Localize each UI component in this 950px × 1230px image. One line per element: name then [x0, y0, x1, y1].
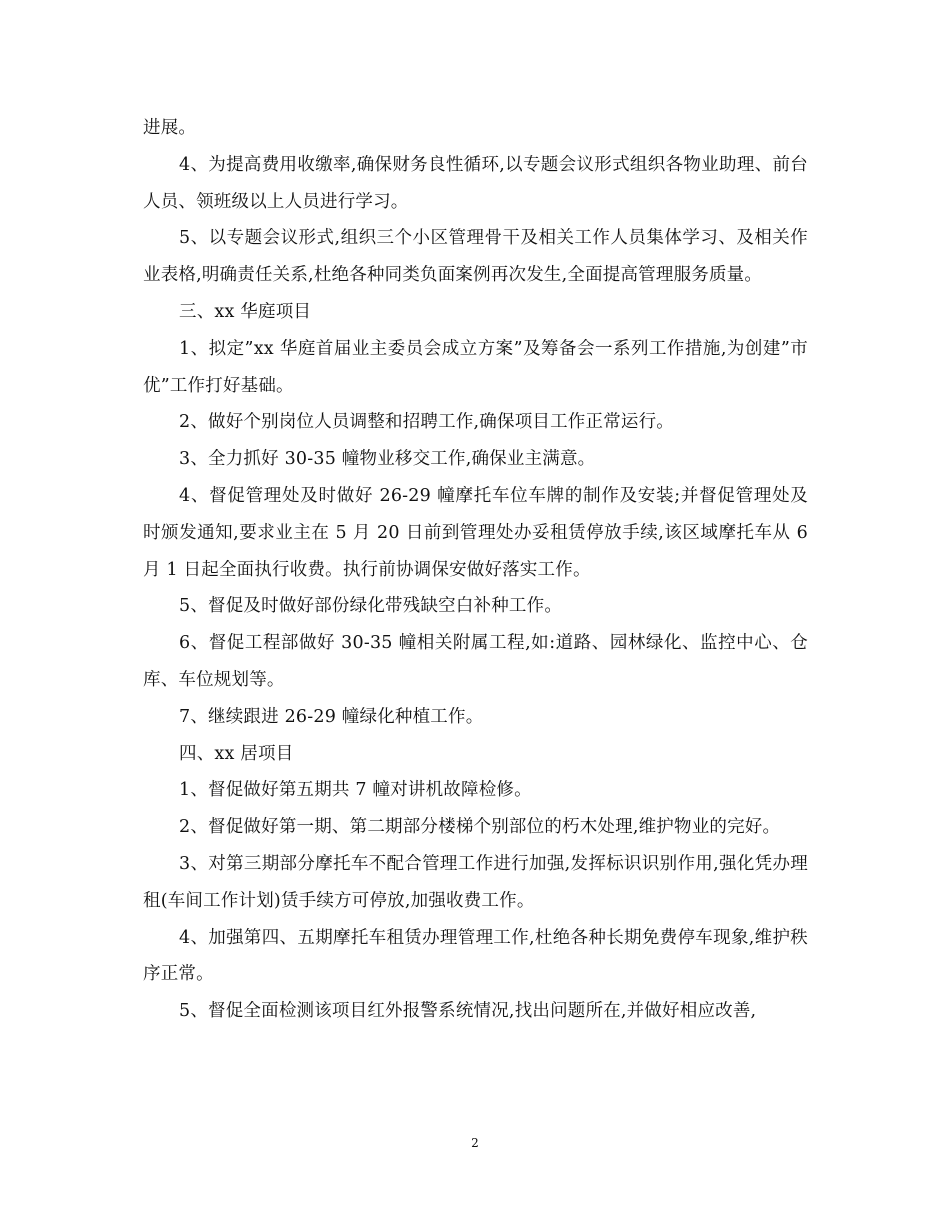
paragraph-s3-item-2: 2、做好个别岗位人员调整和招聘工作,确保项目工作正常运行。 [179, 412, 674, 433]
paragraph-s4-item-5: 5、督促全面检测该项目红外报警系统情况,找出问题所在,并做好相应改善, [179, 1001, 757, 1022]
section-heading-3: 三、xx 华庭项目 [179, 301, 312, 322]
paragraph-s4-item-3: 3、对第三期部分摩托车不配合管理工作进行加强,发挥标识识别作用,强化凭办理租(车间工作计划)赁手续方可停放,加强收费工作。 [143, 853, 808, 911]
document-body [143, 110, 808, 1030]
paragraph-s4-item-2: 2、督促做好第一期、第二期部分楼梯个别部位的朽木处理,维护物业的完好。 [179, 817, 781, 838]
paragraph-s3-item-6: 6、督促工程部做好 30-35 幢相关附属工程,如:道路、园林绿化、监控中心、仓库、车位规划等。 [143, 633, 808, 690]
paragraph-s3-item-1: 1、拟定”xx 华庭首届业主委员会成立方案”及筹备会一系列工作措施,为创建”市优”工作打好基础。 [143, 338, 808, 396]
paragraph-item-5-meeting: 5、以专题会议形式,组织三个小区管理骨干及相关工作人员集体学习、及相关作业表格,明确责任关系,杜绝各种同类负面案例再次发生,全面提高管理服务质量。 [143, 228, 808, 286]
paragraph-s4-item-1: 1、督促做好第五期共 7 幢对讲机故障检修。 [179, 780, 532, 801]
paragraph-s3-item-7: 7、继续跟进 26-29 幢绿化种植工作。 [179, 706, 484, 727]
paragraph-s4-item-4: 4、加强第四、五期摩托车租赁办理管理工作,杜绝各种长期免费停车现象,维护秩序正常。 [143, 927, 808, 985]
section-heading-4: 四、xx 居项目 [179, 743, 294, 764]
paragraph-item-4-fee-collection: 4、为提高费用收缴率,确保财务良性循环,以专题会议形式组织各物业助理、前台人员、领班级以上人员进行学习。 [143, 154, 808, 212]
page-number: 2 [471, 1136, 479, 1150]
paragraph-s3-item-5: 5、督促及时做好部份绿化带残缺空白补种工作。 [179, 596, 563, 617]
paragraph-continuation: 进展。 [143, 118, 197, 138]
paragraph-s3-item-3: 3、全力抓好 30-35 幢物业移交工作,确保业主满意。 [179, 449, 596, 470]
paragraph-s3-item-4: 4、督促管理处及时做好 26-29 幢摩托车位车牌的制作及安装;并督促管理处及时颁发通知,要求业主在 5 月 20 日前到管理处办妥租赁停放手续,该区域摩托车从 6 月 1 日起全面执行收费。执行前协调保安做好落实工作。 [143, 485, 808, 580]
